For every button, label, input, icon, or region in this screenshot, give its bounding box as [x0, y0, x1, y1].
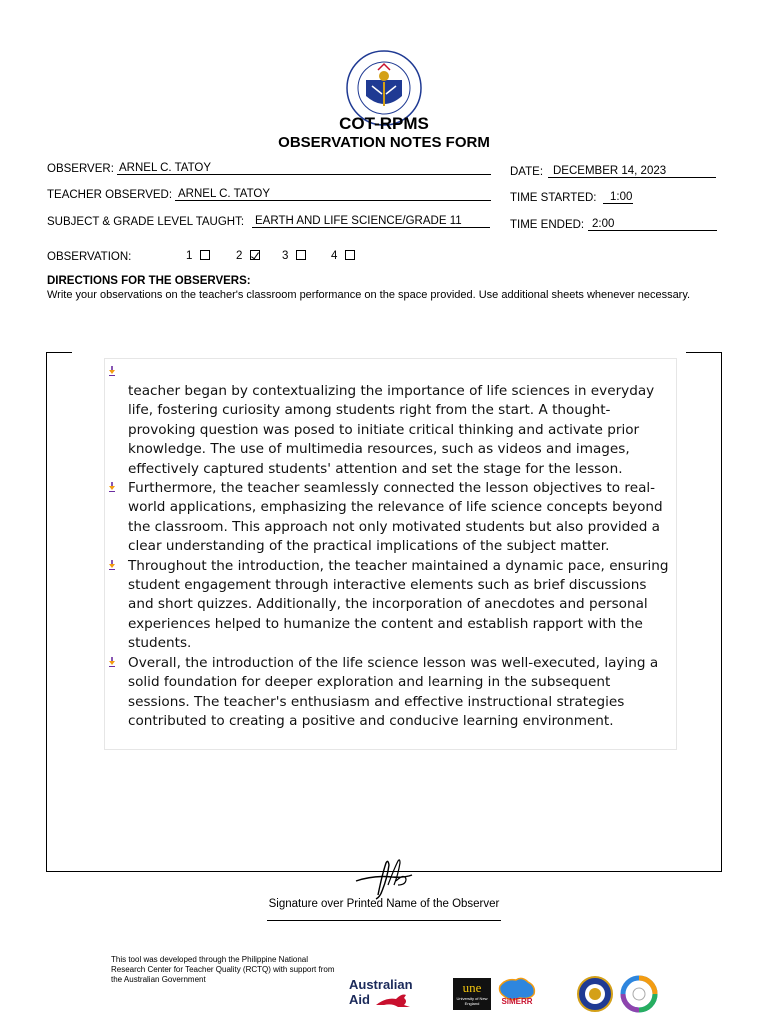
simerr-logo	[496, 976, 538, 1010]
arrow-bullet-icon	[106, 481, 118, 493]
time-started-value: 1:00	[610, 191, 633, 203]
date-label: DATE:	[510, 166, 544, 178]
australian-aid-line2: Aid	[349, 992, 370, 1007]
observation-label: OBSERVATION:	[47, 251, 132, 263]
note-text: Overall, the introduction of the life science lesson was well-executed, laying a solid foundation for deeper exploration and learning in the subsequent sessions. The teacher's enthusiasm and effective instructional strategies contributed to creating a positive and conducive learning environment.	[128, 654, 659, 729]
date-value: DECEMBER 14, 2023	[553, 165, 667, 177]
observation-option-1[interactable]	[186, 250, 210, 262]
observation-option-1-number: 1	[186, 250, 193, 262]
signature-line	[267, 920, 501, 921]
kangaroo-icon	[374, 991, 414, 1009]
observation-checkbox-1[interactable]	[200, 250, 210, 260]
une-logo	[453, 978, 491, 1010]
frame-top-left-line	[46, 352, 72, 353]
simerr-label: SiMERR	[501, 997, 533, 1006]
frame-top-right-line	[686, 352, 722, 353]
observer-label: OBSERVER:	[47, 163, 114, 175]
institution-seal-logo	[576, 976, 614, 1012]
observation-checkbox-3[interactable]	[296, 250, 306, 260]
time-ended-value: 2:00	[592, 218, 615, 230]
observation-option-4-number: 4	[331, 250, 338, 262]
subject-grade-value: EARTH AND LIFE SCIENCE/GRADE 11	[255, 215, 462, 227]
australian-aid-row	[349, 991, 425, 1009]
observation-option-3[interactable]	[282, 250, 306, 262]
teacher-observed-value: ARNEL C. TATOY	[178, 188, 271, 200]
directions-heading: DIRECTIONS FOR THE OBSERVERS:	[47, 275, 251, 287]
directions-text: Write your observations on the teacher's classroom performance on the space provided. Use additional sheets whenever necessary.	[47, 289, 691, 301]
observation-notes[interactable]	[104, 358, 677, 750]
signature-label: Signature over Printed Name of the Observer	[268, 898, 500, 910]
une-label: une	[462, 980, 482, 995]
observation-option-2[interactable]	[236, 250, 260, 262]
note-text: Furthermore, the teacher seamlessly connected the lesson objectives to real-world applications, emphasizing the relevance of life science concepts beyond the classroom. This approach not only motivated students but also provided a clear understanding of the practical implications of the subject matter.	[128, 480, 663, 555]
subject-grade-label: SUBJECT & GRADE LEVEL TAUGHT:	[47, 216, 245, 228]
observation-option-2-number: 2	[236, 250, 243, 262]
time-ended-label: TIME ENDED:	[510, 219, 585, 231]
teacher-observed-label: TEACHER OBSERVED:	[47, 189, 173, 201]
note-item	[105, 479, 676, 557]
note-item	[105, 557, 676, 654]
footer-credit-text: This tool was developed through the Philippine National Research Center for Teacher Quality (RCTQ) with support from the Australian Government	[111, 955, 335, 984]
time-started-label: TIME STARTED:	[510, 192, 597, 204]
note-item	[105, 654, 676, 732]
arrow-bullet-icon	[106, 365, 118, 377]
note-item	[105, 363, 676, 479]
form-title: COT-RPMS	[339, 114, 429, 133]
rctq-ring-logo	[619, 974, 659, 1014]
observation-option-3-number: 3	[282, 250, 289, 262]
signature-mark	[352, 855, 416, 903]
australian-aid-logo	[349, 978, 425, 1012]
une-sub: University of New England	[456, 996, 488, 1006]
note-text: Throughout the introduction, the teacher maintained a dynamic pace, ensuring student engagement through interactive elements such as brief discussions and short quizzes. Additionally, the incorporation of anecdotes and personal experiences helped to humanize the content and establish rapport with the students.	[128, 557, 669, 652]
arrow-bullet-icon	[106, 656, 118, 668]
note-text: teacher began by contextualizing the importance of life sciences in everyday life, fostering curiosity among students right from the start. A thought-provoking question was posed to initiate critical thinking and activate prior knowledge. The use of multimedia resources, such as videos and images, effectively captured students' attention and set the stage for the lesson.	[128, 383, 655, 477]
notes-list	[105, 363, 676, 731]
form-subtitle: OBSERVATION NOTES FORM	[278, 134, 490, 151]
observation-checkbox-4[interactable]	[345, 250, 355, 260]
australian-aid-line1: Australian	[349, 977, 413, 992]
observer-value: ARNEL C. TATOY	[119, 162, 212, 174]
arrow-bullet-icon	[106, 559, 118, 571]
observation-option-4[interactable]	[331, 250, 355, 262]
observation-checkbox-2[interactable]	[250, 250, 260, 260]
